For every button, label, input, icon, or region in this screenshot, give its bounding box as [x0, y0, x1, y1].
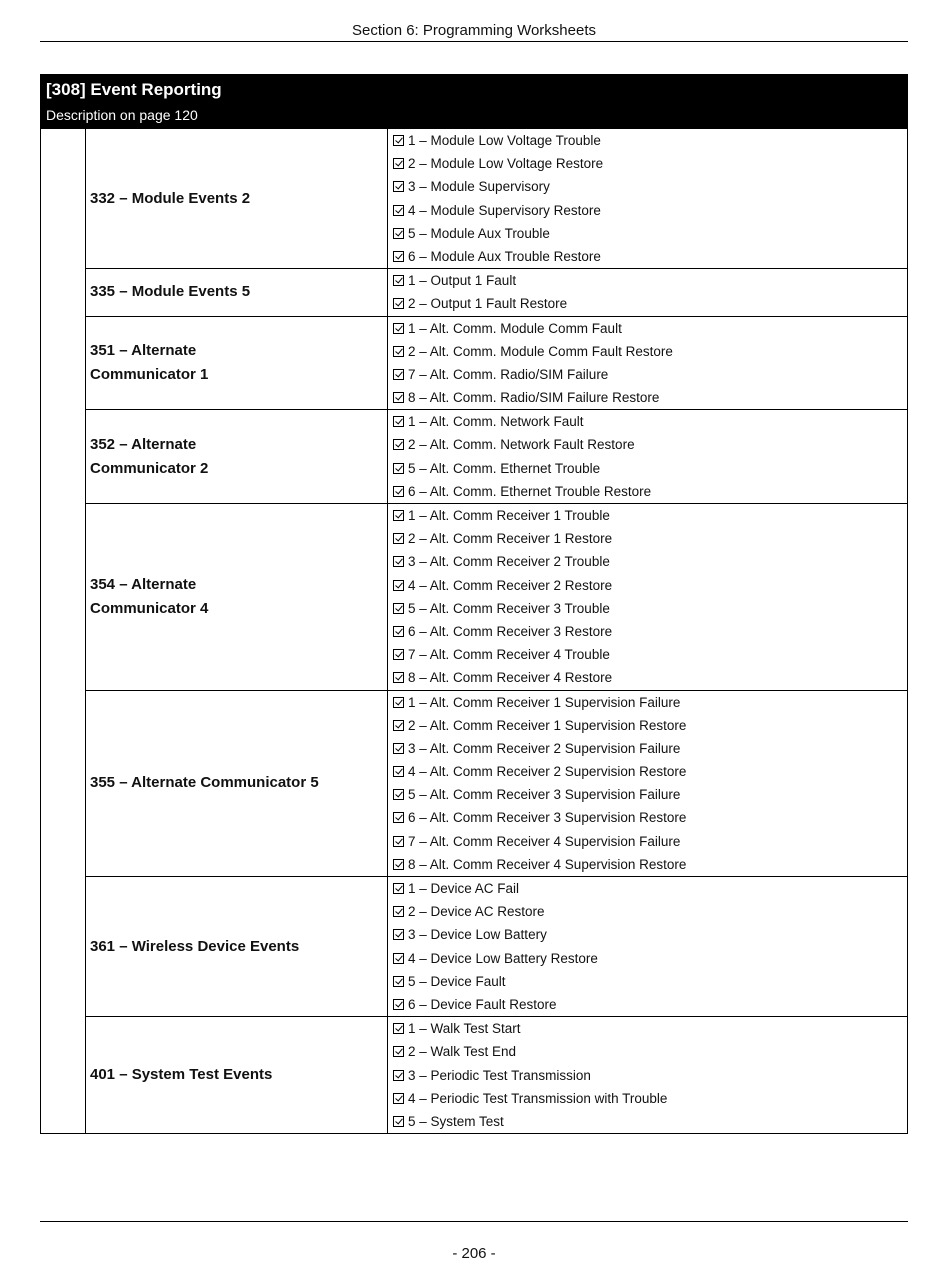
option-item[interactable]: [393, 666, 907, 689]
option-label: 2 – Alt. Comm. Module Comm Fault Restore: [408, 343, 673, 359]
option-label: 5 – Alt. Comm Receiver 3 Trouble: [408, 600, 610, 616]
option-item[interactable]: [393, 853, 907, 876]
left-gutter-column: [41, 129, 86, 1133]
option-label: 1 – Alt. Comm Receiver 1 Trouble: [408, 508, 610, 523]
option-item[interactable]: [393, 317, 907, 340]
option-label: 1 – Alt. Comm. Network Fault: [408, 414, 584, 430]
section-label-text: 354 – Alternate Communicator 4: [90, 575, 209, 617]
checked-box-icon[interactable]: [393, 533, 404, 544]
option-item[interactable]: [393, 480, 907, 503]
option-label: 6 – Module Aux Trouble Restore: [408, 248, 601, 264]
page-number: - 206 -: [452, 1245, 496, 1262]
section-label-text: 352 – Alternate Communicator 2: [90, 435, 209, 477]
checked-box-icon[interactable]: [393, 1116, 404, 1127]
worksheet-section: [86, 1017, 907, 1133]
option-item[interactable]: [393, 386, 907, 409]
option-item[interactable]: [393, 199, 907, 222]
option-label: 2 – Alt. Comm. Network Fault Restore: [408, 437, 635, 453]
checked-box-icon[interactable]: [393, 228, 404, 239]
checked-box-icon[interactable]: [393, 205, 404, 216]
section-label: [86, 410, 388, 503]
checked-box-icon[interactable]: [393, 626, 404, 637]
option-list: [388, 1017, 907, 1133]
option-label: 4 – Alt. Comm Receiver 2 Restore: [408, 577, 613, 593]
option-item[interactable]: [393, 129, 907, 152]
option-label: 1 – Device AC Fail: [408, 881, 520, 896]
option-label: 5 – Alt. Comm. Ethernet Trouble: [408, 460, 601, 476]
option-item[interactable]: [393, 1040, 907, 1063]
worksheet-rows: [41, 129, 907, 1133]
section-label: [86, 877, 388, 1016]
option-item[interactable]: [393, 970, 907, 993]
section-label-text: 335 – Module Events 5: [90, 283, 251, 301]
option-label: 6 – Alt. Comm Receiver 3 Restore: [408, 623, 613, 639]
option-item[interactable]: [393, 433, 907, 456]
option-label: 5 – Device Fault: [408, 973, 506, 989]
option-item[interactable]: [393, 222, 907, 245]
option-item[interactable]: [393, 760, 907, 783]
checked-box-icon[interactable]: [393, 275, 404, 286]
checked-box-icon[interactable]: [393, 346, 404, 357]
option-label: 3 – Module Supervisory: [408, 179, 550, 195]
checked-box-icon[interactable]: [393, 836, 404, 847]
option-label: 6 – Device Fault Restore: [408, 996, 557, 1012]
option-label: 6 – Alt. Comm Receiver 3 Supervision Restore: [408, 810, 687, 826]
option-label: 2 – Walk Test End: [408, 1044, 517, 1060]
option-label: 4 – Module Supervisory Restore: [408, 202, 601, 218]
option-item[interactable]: [393, 504, 907, 527]
section-label-text: 361 – Wireless Device Events: [90, 937, 300, 955]
option-label: 3 – Periodic Test Transmission: [408, 1067, 591, 1083]
checked-box-icon[interactable]: [393, 929, 404, 940]
section-label: [86, 317, 388, 410]
option-item[interactable]: [393, 620, 907, 643]
option-label: 5 – System Test: [408, 1113, 504, 1129]
section-label: [86, 691, 388, 877]
option-item[interactable]: [393, 691, 907, 714]
option-item[interactable]: [393, 993, 907, 1016]
event-reporting-worksheet: [40, 74, 908, 1134]
checked-box-icon[interactable]: [393, 158, 404, 169]
checked-box-icon[interactable]: [393, 392, 404, 403]
option-label: 1 – Module Low Voltage Trouble: [408, 133, 601, 148]
option-label: 7 – Alt. Comm Receiver 4 Supervision Failure: [408, 833, 681, 849]
section-label: [86, 504, 388, 690]
option-item[interactable]: [393, 643, 907, 666]
option-item[interactable]: [393, 550, 907, 573]
option-item[interactable]: [393, 900, 907, 923]
option-item[interactable]: [393, 737, 907, 760]
option-list: [388, 317, 907, 410]
option-list: [388, 691, 907, 877]
checked-box-icon[interactable]: [393, 859, 404, 870]
option-item[interactable]: [393, 806, 907, 829]
header-rule: [40, 41, 908, 42]
checked-box-icon[interactable]: [393, 743, 404, 754]
option-label: 3 – Alt. Comm Receiver 2 Trouble: [408, 554, 610, 570]
option-item[interactable]: [393, 923, 907, 946]
checked-box-icon[interactable]: [393, 1046, 404, 1057]
option-item[interactable]: [393, 1064, 907, 1087]
option-item[interactable]: [393, 1087, 907, 1110]
checked-box-icon[interactable]: [393, 580, 404, 591]
option-item[interactable]: [393, 947, 907, 970]
option-item[interactable]: [393, 1017, 907, 1040]
option-item[interactable]: [393, 574, 907, 597]
option-item[interactable]: [393, 269, 907, 292]
checked-box-icon[interactable]: [393, 135, 404, 146]
checked-box-icon[interactable]: [393, 486, 404, 497]
option-item[interactable]: [393, 877, 907, 900]
option-item[interactable]: [393, 245, 907, 268]
checked-box-icon[interactable]: [393, 976, 404, 987]
option-label: 8 – Alt. Comm Receiver 4 Restore: [408, 670, 613, 686]
option-list: [388, 269, 907, 315]
option-label: 2 – Alt. Comm Receiver 1 Restore: [408, 531, 613, 547]
checked-box-icon[interactable]: [393, 181, 404, 192]
option-label: 8 – Alt. Comm. Radio/SIM Failure Restore: [408, 390, 660, 406]
checked-box-icon[interactable]: [393, 766, 404, 777]
option-label: 1 – Alt. Comm Receiver 1 Supervision Failure: [408, 694, 681, 710]
option-item[interactable]: [393, 527, 907, 550]
checked-box-icon[interactable]: [393, 883, 404, 894]
option-item[interactable]: [393, 410, 907, 433]
option-list: [388, 877, 907, 1016]
worksheet-section: [86, 410, 907, 504]
checked-box-icon[interactable]: [393, 416, 404, 427]
option-list: [388, 504, 907, 690]
worksheet-section: [86, 129, 907, 269]
option-label: 1 – Output 1 Fault: [408, 273, 517, 289]
option-item[interactable]: [393, 292, 907, 315]
option-label: 4 – Alt. Comm Receiver 2 Supervision Restore: [408, 764, 687, 780]
option-list: [388, 410, 907, 503]
section-label-text: 351 – Alternate Communicator 1: [90, 341, 209, 383]
checked-box-icon[interactable]: [393, 323, 404, 334]
checked-box-icon[interactable]: [393, 672, 404, 683]
option-label: 5 – Alt. Comm Receiver 3 Supervision Failure: [408, 787, 681, 803]
checked-box-icon[interactable]: [393, 369, 404, 380]
section-label-text: 401 – System Test Events: [90, 1066, 273, 1084]
option-label: 2 – Output 1 Fault Restore: [408, 296, 568, 312]
option-item[interactable]: [393, 714, 907, 737]
worksheet-banner: [41, 75, 907, 129]
worksheet-title: [308] Event Reporting: [46, 80, 222, 99]
option-item[interactable]: [393, 363, 907, 386]
worksheet-sections: [86, 129, 907, 1133]
checked-box-icon[interactable]: [393, 1093, 404, 1104]
option-item[interactable]: [393, 1110, 907, 1133]
option-item[interactable]: [393, 175, 907, 198]
checked-box-icon[interactable]: [393, 697, 404, 708]
checked-box-icon[interactable]: [393, 953, 404, 964]
section-label: [86, 129, 388, 268]
checked-box-icon[interactable]: [393, 298, 404, 309]
worksheet-section: [86, 691, 907, 878]
option-label: 6 – Alt. Comm. Ethernet Trouble Restore: [408, 483, 652, 499]
checked-box-icon[interactable]: [393, 906, 404, 917]
checked-box-icon[interactable]: [393, 1070, 404, 1081]
option-label: 2 – Device AC Restore: [408, 904, 545, 920]
option-label: 2 – Module Low Voltage Restore: [408, 156, 604, 172]
worksheet-section: [86, 269, 907, 316]
option-label: 1 – Walk Test Start: [408, 1021, 521, 1037]
checked-box-icon[interactable]: [393, 603, 404, 614]
checked-box-icon[interactable]: [393, 789, 404, 800]
option-item[interactable]: [393, 457, 907, 480]
checked-box-icon[interactable]: [393, 463, 404, 474]
option-list: [388, 129, 907, 268]
page-header: Section 6: Programming Worksheets: [352, 22, 596, 39]
worksheet-subtitle: Description on page 120: [46, 107, 198, 123]
checked-box-icon[interactable]: [393, 999, 404, 1010]
worksheet-section: [86, 504, 907, 691]
checked-box-icon[interactable]: [393, 720, 404, 731]
option-item[interactable]: [393, 597, 907, 620]
checked-box-icon[interactable]: [393, 649, 404, 660]
checked-box-icon[interactable]: [393, 510, 404, 521]
option-item[interactable]: [393, 783, 907, 806]
option-item[interactable]: [393, 830, 907, 853]
option-item[interactable]: [393, 152, 907, 175]
worksheet-section: [86, 877, 907, 1017]
checked-box-icon[interactable]: [393, 556, 404, 567]
option-label: 4 – Periodic Test Transmission with Trouble: [408, 1090, 668, 1106]
footer-rule: [40, 1221, 908, 1222]
checked-box-icon[interactable]: [393, 251, 404, 262]
option-label: 2 – Alt. Comm Receiver 1 Supervision Restore: [408, 717, 687, 733]
option-label: 7 – Alt. Comm. Radio/SIM Failure: [408, 366, 609, 382]
checked-box-icon[interactable]: [393, 812, 404, 823]
option-label: 7 – Alt. Comm Receiver 4 Trouble: [408, 647, 610, 663]
section-label-text: 355 – Alternate Communicator 5: [90, 774, 319, 792]
worksheet-section: [86, 317, 907, 411]
section-label: [86, 269, 388, 315]
checked-box-icon[interactable]: [393, 1023, 404, 1034]
section-label-text: 332 – Module Events 2: [90, 189, 251, 207]
checked-box-icon[interactable]: [393, 439, 404, 450]
option-label: 4 – Device Low Battery Restore: [408, 950, 598, 966]
option-label: 3 – Alt. Comm Receiver 2 Supervision Failure: [408, 740, 681, 756]
option-label: 3 – Device Low Battery: [408, 927, 547, 943]
option-label: 5 – Module Aux Trouble: [408, 225, 550, 241]
option-label: 8 – Alt. Comm Receiver 4 Supervision Restore: [408, 856, 687, 872]
section-label: [86, 1017, 388, 1133]
option-item[interactable]: [393, 340, 907, 363]
option-label: 1 – Alt. Comm. Module Comm Fault: [408, 320, 622, 336]
